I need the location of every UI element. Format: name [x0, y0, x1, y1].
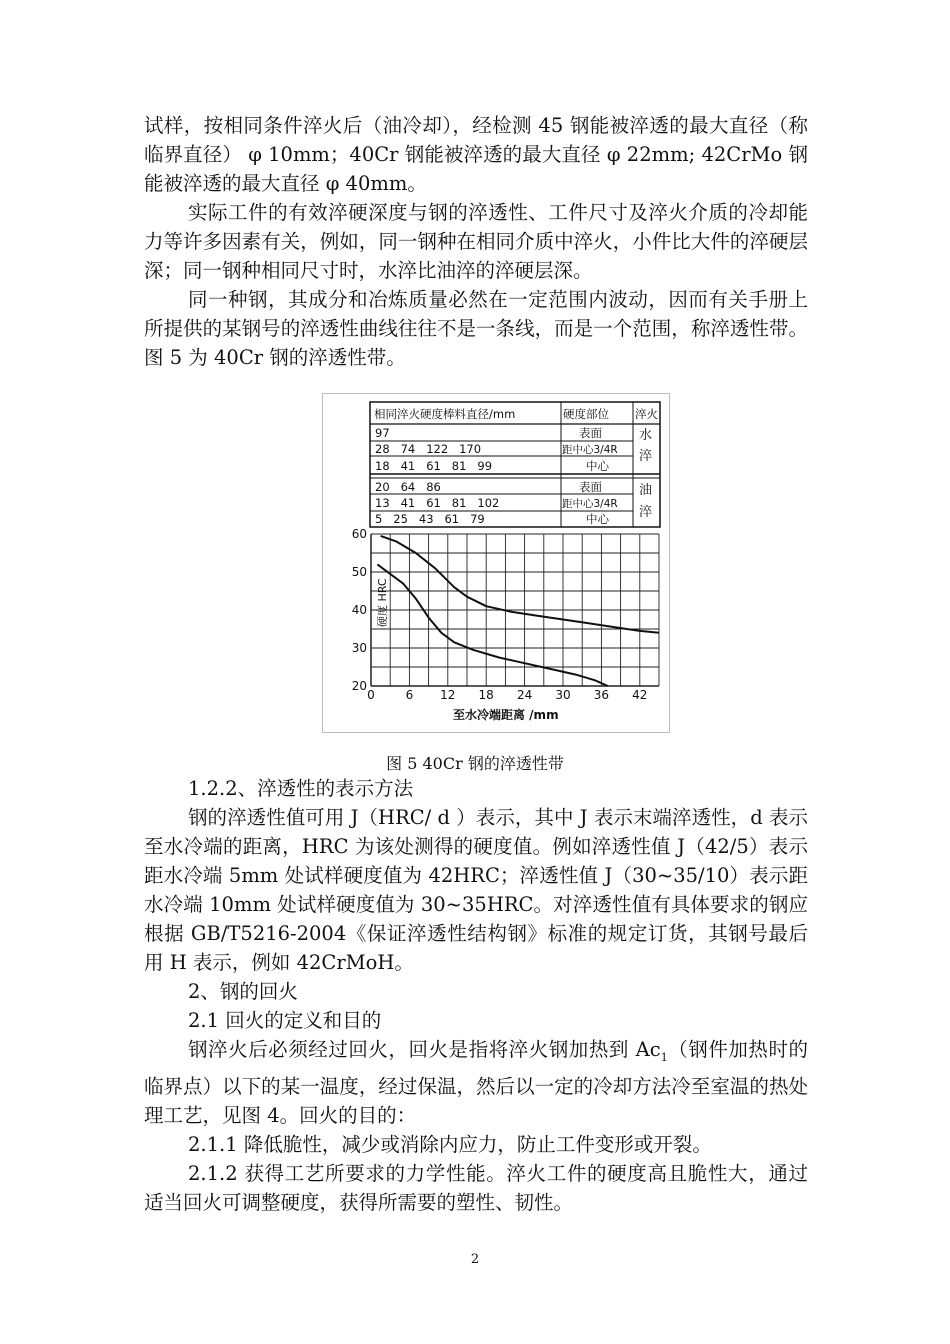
paragraph-tempering — [144, 1035, 808, 1130]
x-tick-label: 42 — [632, 688, 648, 702]
x-tick-label: 12 — [440, 688, 456, 702]
figure-40cr-hardenability-band — [322, 393, 670, 733]
subscript: 1 — [660, 1050, 668, 1064]
section-heading: 1.2.2、淬透性的表示方法 — [188, 777, 414, 800]
quench-medium-water: 淬 — [639, 449, 653, 464]
table-cell: 表面 — [579, 426, 602, 440]
x-tick-label: 0 — [367, 688, 375, 702]
paragraph: 试样，按相同条件淬火后（油冷却），经检测 45 钢能被淬透的最大直径（称临界直径） φ 10mm；40Cr 钢能被淬透的最大直径 φ 22mm; 42CrMo 钢能被淬透的最大直径 φ 40mm。 — [144, 114, 808, 195]
y-tick-label: 50 — [351, 565, 367, 579]
figure-drawing — [323, 394, 669, 732]
x-tick-label: 36 — [593, 688, 610, 702]
quench-medium-oil: 淬 — [639, 505, 653, 520]
table-cell: 97 — [375, 426, 390, 440]
table-text — [374, 407, 658, 526]
x-tick-label: 30 — [555, 688, 571, 702]
text-run: （钢件加热时的临界点）以下的某一温度，经过保温，然后以一定的冷却方法冷至室温的热处理工艺，见图 4。回火的目的： — [144, 1038, 808, 1127]
text-run: 钢淬火后必须经过回火，回火是指将淬火钢加热到 Ac — [188, 1038, 661, 1061]
band-upper-curve — [381, 536, 659, 633]
paragraph: 实际工件的有效淬硬深度与钢的淬透性、工件尺寸及淬火介质的冷却能力等许多因素有关，例如，同一钢种在相同介质中淬火，小件比大件的淬硬层深；同一钢种相同尺寸时，水淬比油淬的淬硬层深。 — [144, 201, 808, 282]
x-tick-label: 18 — [478, 688, 494, 702]
table-cell: 中心 — [586, 459, 609, 473]
table-cell: 距中心3/4R — [562, 444, 618, 456]
table-cell: 中心 — [586, 512, 609, 526]
table-cell: 距中心3/4R — [562, 498, 618, 510]
x-tick-label: 6 — [405, 688, 414, 702]
quench-medium-oil: 油 — [639, 483, 653, 498]
table-cell: 28 74 122 170 — [375, 442, 482, 456]
quench-medium-water: 水 — [639, 428, 653, 443]
table-cell: 18 41 61 81 99 — [375, 459, 493, 473]
page-number: 2 — [470, 1252, 480, 1267]
table-cell: 5 25 43 61 79 — [375, 512, 485, 526]
chart-grid — [371, 534, 659, 686]
y-tick-label: 40 — [351, 603, 367, 617]
chart-series — [377, 536, 659, 686]
y-tick-label: 30 — [351, 641, 367, 655]
body-text-bottom — [144, 774, 808, 1217]
paragraph: 钢的淬透性值可用 J（HRC/ d ）表示，其中 J 表示末端淬透性，d 表示至水冷端的距离，HRC 为该处测得的硬度值。例如淬透性值 J（42/5）表示距水冷端 5mm 处试样硬度值为 42HRC；淬透性值 J（30~35/10）表示距水冷端 10mm 处试样硬度值为 30~35HRC。对淬透性值有具体要求的钢应根据 GB/T5216-2004《保证淬透性结构钢》标准的规定订货，其钢号最后用 H 表示，例如 42CrMoH。 — [144, 806, 808, 974]
table-cell: 13 41 61 81 102 — [375, 496, 500, 510]
section-heading: 2、钢的回火 — [188, 980, 298, 1003]
y-tick-label: 60 — [351, 527, 367, 541]
section-heading: 2.1 回火的定义和目的 — [188, 1009, 382, 1032]
table-cell: 20 64 86 — [375, 480, 441, 494]
paragraph: 2.1.2 获得工艺所要求的力学性能。淬火工件的硬度高且脆性大，通过适当回火可调整硬度，获得所需要的塑性、韧性。 — [144, 1161, 808, 1214]
body-text-top — [144, 111, 808, 372]
section-heading: 2.1.1 降低脆性，减少或消除内应力，防止工件变形或开裂。 — [188, 1132, 712, 1156]
table-header-diameter: 相同淬火硬度棒料直径/mm — [374, 407, 516, 421]
x-tick-label: 24 — [516, 688, 533, 702]
y-tick-label: 20 — [351, 679, 367, 693]
figure-caption: 图 5 40Cr 钢的淬透性带 — [386, 754, 564, 773]
table-cell: 表面 — [579, 480, 602, 494]
band-lower-curve — [377, 564, 607, 686]
table-header-position: 硬度部位 — [563, 407, 609, 421]
table-header-quench: 淬火 — [635, 407, 658, 421]
y-axis-label: 硬度 HRC — [376, 578, 389, 627]
x-axis-label: 至水冷端距离 /mm — [453, 708, 559, 722]
paragraph: 同一种钢，其成分和冶炼质量必然在一定范围内波动，因而有关手册上所提供的某钢号的淬透性曲线往往不是一条线，而是一个范围，称淬透性带。图 5 为 40Cr 钢的淬透性带。 — [144, 288, 808, 369]
